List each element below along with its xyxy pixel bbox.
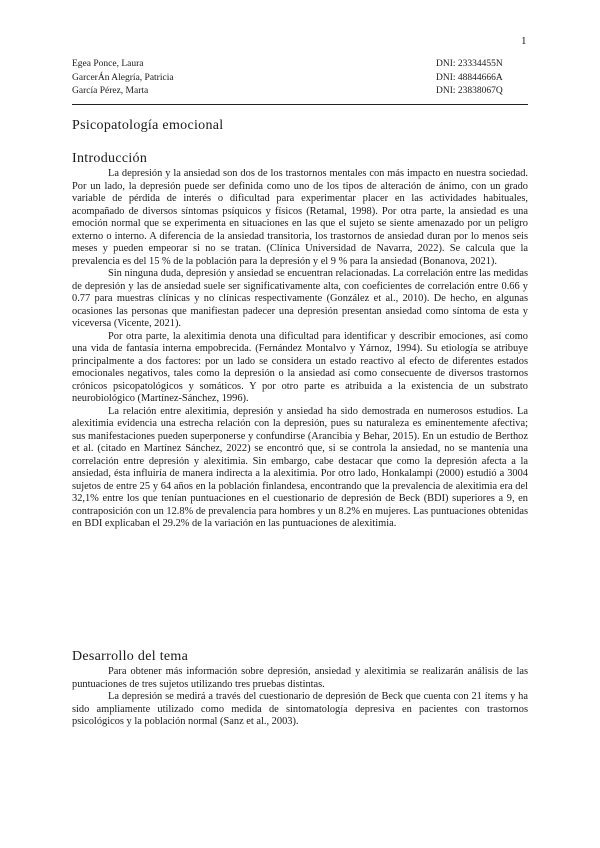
section-introduction xyxy=(72,151,528,531)
body-paragraph: Por otra parte, la alexitimia denota una dificultad para identificar y describir emociones, así como una vida de fantasía interna empobrecida. (Fernández Montalvo y Yárnoz, 1994). Su etiología se atribuye principalmente a dos factores: por un lado se considera un estado reactivo al efecto de diferentes estados emocionales negativos, tales como la depresión o la ansiedad así como consecuente de diversos trastornos crónicos psicopatológicos y somáticos. Y por otro parte es atribuida a la existencia de un substrato neurobiológico (Martínez-Sánchez, 1996). xyxy=(72,330,528,404)
author-dni: DNI: 23838067Q xyxy=(436,86,503,96)
author-dni: DNI: 48844666A xyxy=(436,72,503,83)
header-divider xyxy=(72,104,528,105)
section-development xyxy=(72,649,528,729)
author-name: GarcerÁn Alegría, Patricia xyxy=(72,72,174,83)
body-paragraph: La depresión se medirá a través del cuestionario de depresión de Beck que cuenta con 21 ítems y ha sido ampliamente utilizado como medida de sintomatología depresiva en pacientes con trastornos psicológicos y la población normal (Sanz et al., 2003). xyxy=(72,691,528,727)
body-paragraph: Sin ninguna duda, depresión y ansiedad se encuentran relacionadas. La correlación entre las medidas de depresión y las de ansiedad suele ser significativamente alta, con coeficientes de correlación entre 0.66 y 0.77 para muestras clínicas y no clínicas respectivamente (González et al., 2010). De hecho, en algunas ocasiones las personas que manifiestan padecer una depresión presentan ansiedad como síntoma de esta y viceversa (Vicente, 2021). xyxy=(72,268,528,329)
page-number: 1 xyxy=(521,35,527,47)
dni-list xyxy=(436,58,503,99)
section-heading: Introducción xyxy=(72,151,148,166)
author-list xyxy=(72,58,174,99)
section-heading: Desarrollo del tema xyxy=(72,649,189,664)
author-name: Egea Ponce, Laura xyxy=(72,59,144,69)
body-paragraph: Para obtener más información sobre depresión, ansiedad y alexitimia se realizarán análisis de las puntuaciones de tres sujetos utilizando tres pruebas distintas. xyxy=(72,666,528,690)
author-dni: DNI: 23334455N xyxy=(436,59,503,69)
body-paragraph: La depresión y la ansiedad son dos de los trastornos mentales con más impacto en nuestra sociedad. Por un lado, la depresión puede ser definida como uno de los tipos de alteración de ánimo, con un grado variable de pérdida de interés o dificultad para experimentar placer en las actividades habituales, acompañado de diversos síntomas psíquicos y físicos (Retamal, 1998). Por otra parte, la ansiedad es una emoción normal que se experimenta en situaciones en las que el sujeto se siente amenazado por un peligro externo o interno. A diferencia de la ansiedad transitoria, los trastornos de ansiedad duran por lo menos seis meses y pueden empeorar si no se tratan. (Clínica Universidad de Navarra, 2022). Se calcula que la prevalencia es del 15 % de la población para la depresión y el 9 % para la ansiedad (Bonanova, 2021). xyxy=(72,168,528,267)
document-title: Psicopatología emocional xyxy=(72,118,224,133)
author-name: García Pérez, Marta xyxy=(72,86,149,96)
body-paragraph: La relación entre alexitimia, depresión y ansiedad ha sido demostrada en numerosos estudios. La alexitimia evidencia una estrecha relación con la depresión, pues su naturaleza es eminentemente afectiva; sus manifestaciones pueden superponerse y confundirse (Arancibia y Behar, 2015). En un estudio de Berthoz et al. (citado en Martínez Sánchez, 2022) se encontró que, si se controla la ansiedad, no se mantenía una correlación entre depresión y alexitimia. Sin embargo, cabe destacar que como la depresión afecta a la ansiedad, ésta influiría de manera indirecta a la alexitimia. Por otro lado, Honkalampi (2000) estudió a 3004 sujetos de entre 25 y 64 años en la población finlandesa, encontrando que la prevalencia de alexitimia era del 32,1% entre los que tenían puntuaciones en el cuestionario de depresión de Beck (BDI) superiores a 9, en contraposición con un 12.8% de prevalencia para hombres y un 8.2% en mujeres. Las puntuaciones obtenidas en BDI explicaban el 29.2% de la variación en las puntuaciones de alexitimia. xyxy=(72,405,528,529)
